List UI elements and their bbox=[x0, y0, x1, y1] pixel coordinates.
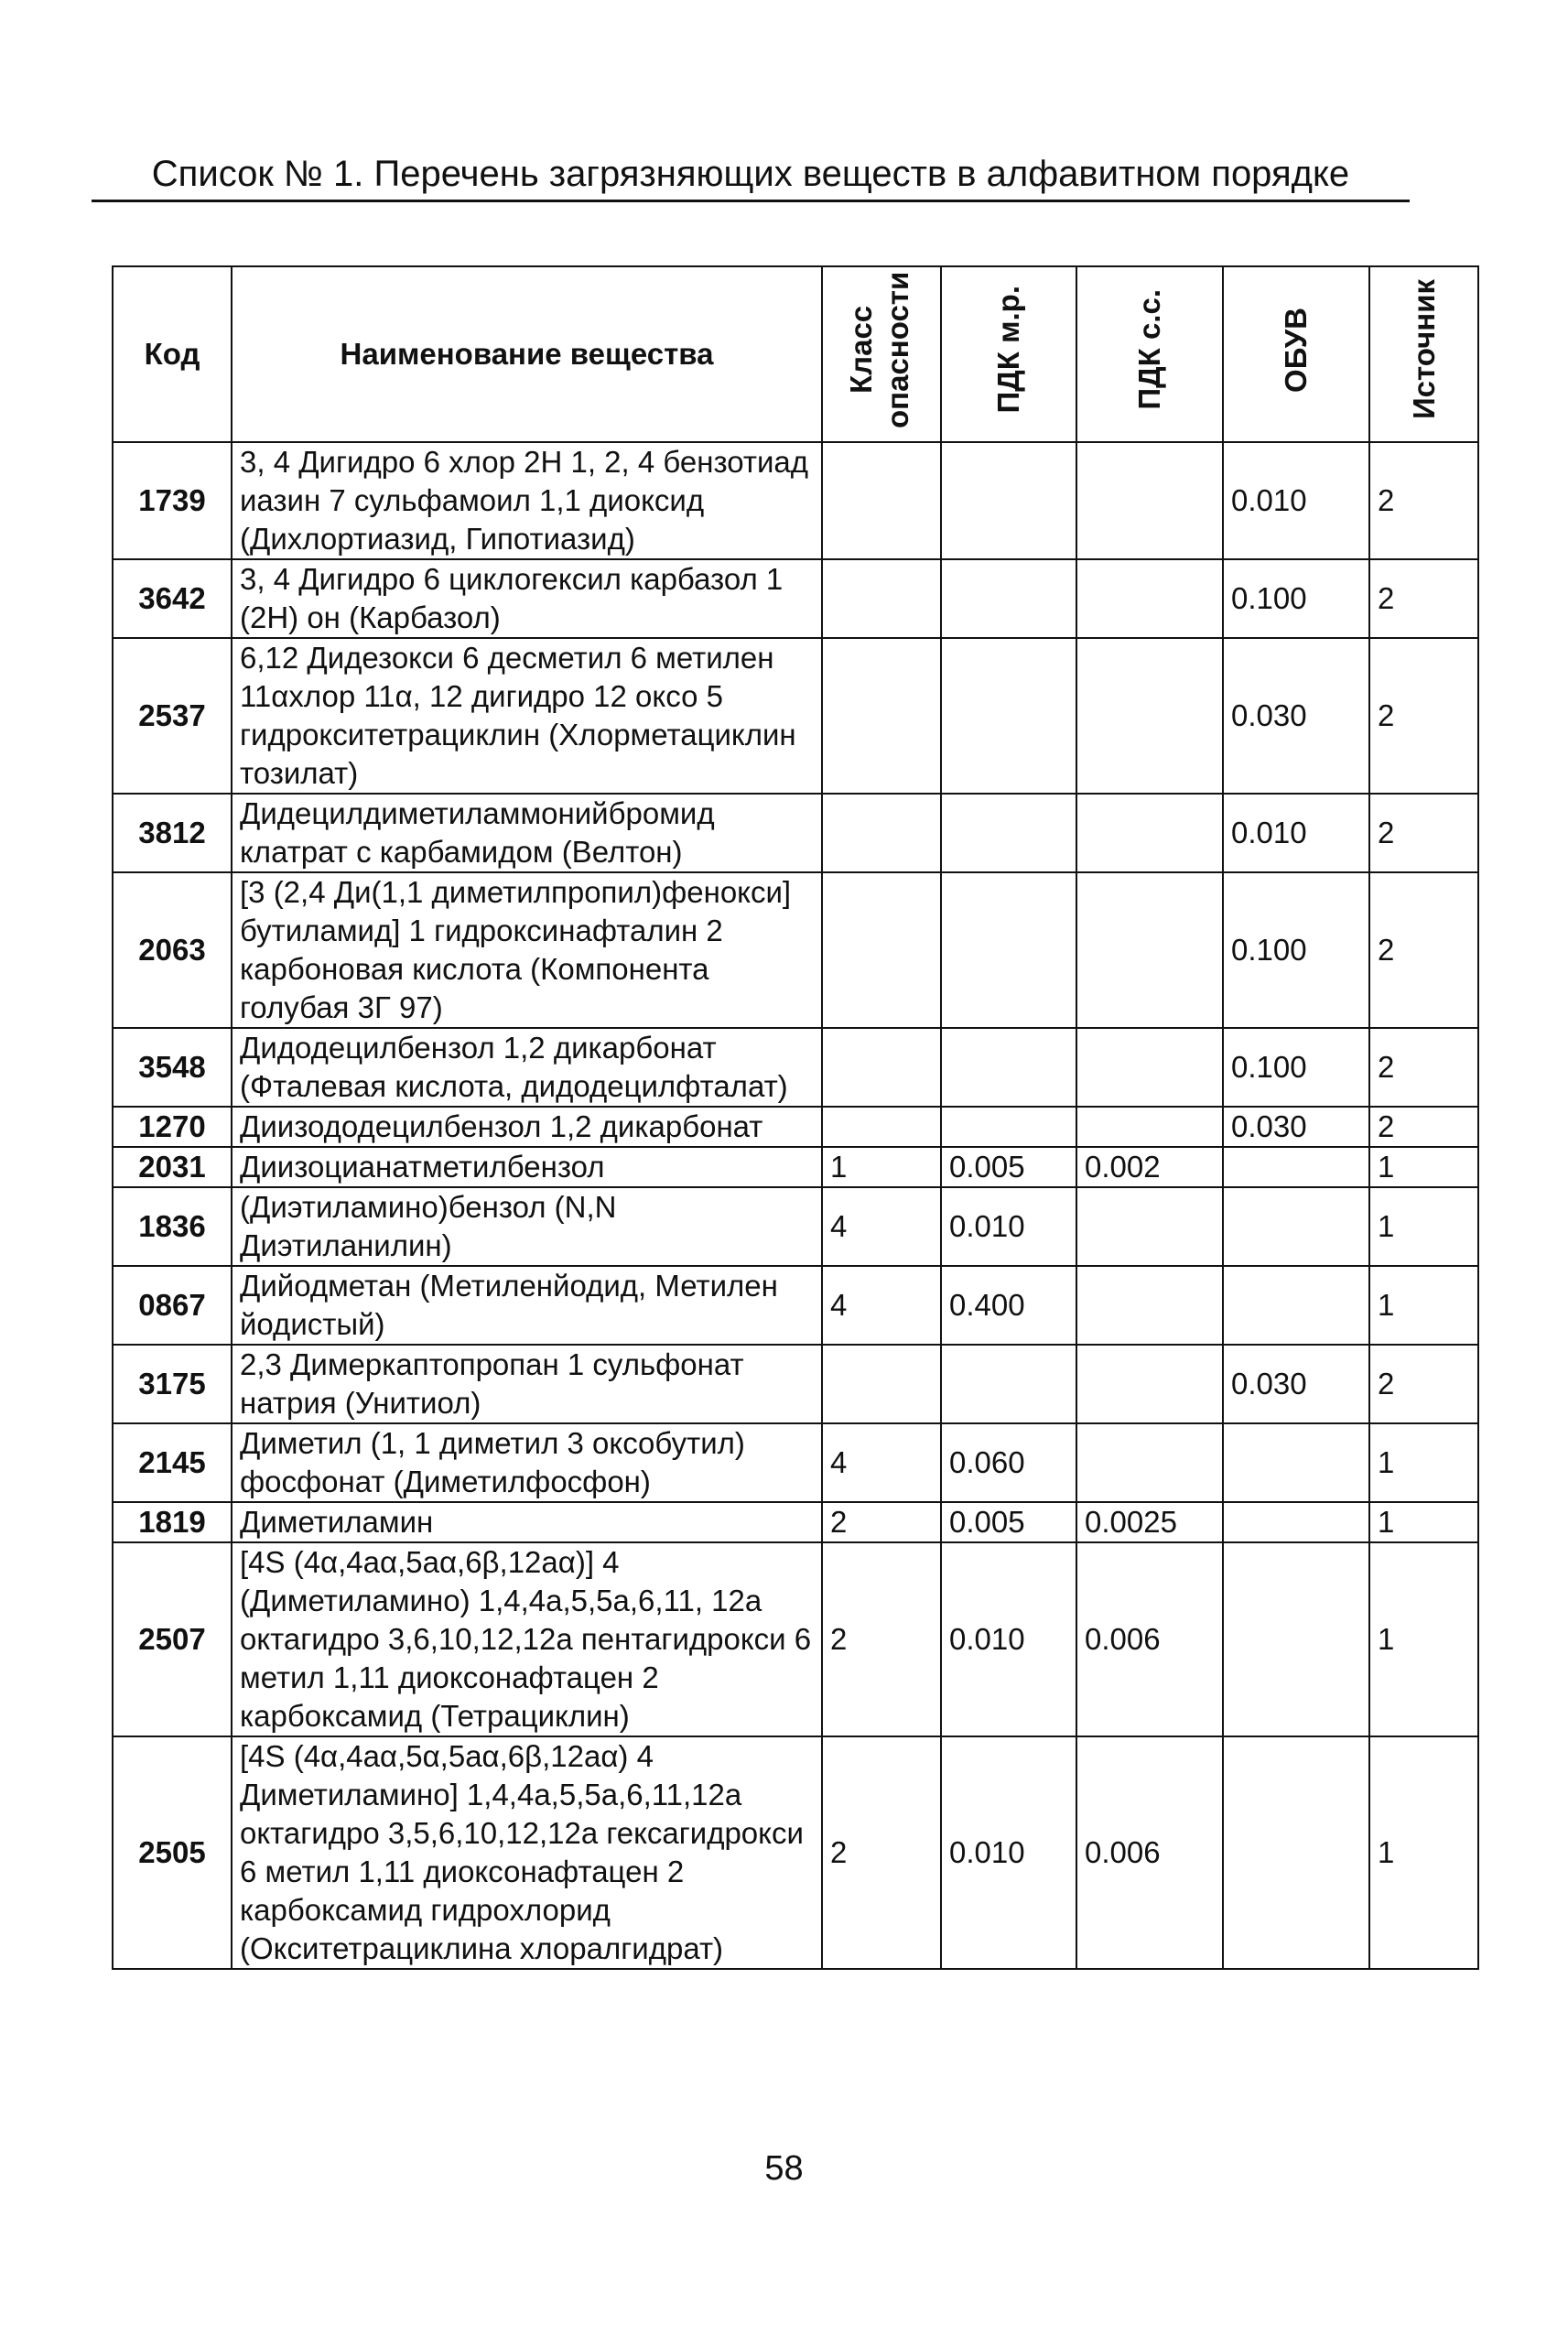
cell-name: [4S (4α,4aα,5α,5aα,6β,12aα) 4 Диметиламино] 1,4,4a,5,5a,6,11,12a октагидро 3,5,6,10,12,12a гексагидрокси 6 метил 1,11 диоксонафтацен 2 карбоксамид гидрохлорид (Окситетрациклина хлоралгидрат) bbox=[232, 1736, 822, 1969]
table-row bbox=[113, 1187, 1478, 1266]
cell-hazard-class bbox=[822, 559, 941, 638]
cell-source: 2 bbox=[1369, 1028, 1478, 1107]
column-header-pdk-mr: ПДК м.р. bbox=[941, 266, 1076, 442]
table-row bbox=[113, 1345, 1478, 1423]
cell-pdk-mr bbox=[941, 1107, 1076, 1147]
table-row bbox=[113, 794, 1478, 872]
cell-code: 1739 bbox=[113, 442, 232, 559]
table-row bbox=[113, 1502, 1478, 1542]
cell-code: 1270 bbox=[113, 1107, 232, 1147]
cell-obuv bbox=[1223, 1147, 1369, 1187]
cell-source: 1 bbox=[1369, 1147, 1478, 1187]
table-row bbox=[113, 442, 1478, 559]
cell-source: 1 bbox=[1369, 1736, 1478, 1969]
cell-obuv bbox=[1223, 1266, 1369, 1345]
cell-pdk-ss bbox=[1076, 638, 1223, 794]
cell-pdk-mr: 0.010 bbox=[941, 1187, 1076, 1266]
cell-hazard-class: 4 bbox=[822, 1187, 941, 1266]
table-row bbox=[113, 638, 1478, 794]
cell-pdk-ss: 0.0025 bbox=[1076, 1502, 1223, 1542]
page-title: Список № 1. Перечень загрязняющих веществ в алфавитном порядке bbox=[151, 154, 1350, 194]
column-header-obuv: ОБУВ bbox=[1223, 266, 1369, 442]
cell-name: Диизоцианатметилбензол bbox=[232, 1147, 822, 1187]
cell-obuv: 0.010 bbox=[1223, 794, 1369, 872]
cell-obuv: 0.030 bbox=[1223, 1107, 1369, 1147]
cell-code: 1819 bbox=[113, 1502, 232, 1542]
cell-pdk-mr bbox=[941, 872, 1076, 1028]
substances-table bbox=[112, 265, 1479, 1970]
cell-pdk-ss bbox=[1076, 1423, 1223, 1502]
table-row bbox=[113, 1423, 1478, 1502]
cell-pdk-ss: 0.006 bbox=[1076, 1736, 1223, 1969]
cell-pdk-ss bbox=[1076, 1028, 1223, 1107]
table-row bbox=[113, 1736, 1478, 1969]
cell-code: 3812 bbox=[113, 794, 232, 872]
cell-source: 2 bbox=[1369, 1107, 1478, 1147]
cell-pdk-mr: 0.010 bbox=[941, 1736, 1076, 1969]
cell-pdk-mr bbox=[941, 559, 1076, 638]
cell-pdk-ss bbox=[1076, 559, 1223, 638]
column-header-hazard-class: Класс опасности bbox=[822, 266, 941, 442]
column-header-code: Код bbox=[113, 266, 232, 442]
cell-code: 2145 bbox=[113, 1423, 232, 1502]
cell-obuv: 0.100 bbox=[1223, 559, 1369, 638]
table-row bbox=[113, 1147, 1478, 1187]
cell-pdk-mr: 0.010 bbox=[941, 1542, 1076, 1736]
table-row bbox=[113, 559, 1478, 638]
cell-name: 6,12 Дидезокси 6 десметил 6 метилен 11αхлор 11α, 12 дигидро 12 оксо 5 гидрокситетрациклин (Хлорметациклин тозилат) bbox=[232, 638, 822, 794]
cell-obuv: 0.030 bbox=[1223, 638, 1369, 794]
cell-pdk-ss bbox=[1076, 1187, 1223, 1266]
cell-name: Дийодметан (Метиленйодид, Метилен йодистый) bbox=[232, 1266, 822, 1345]
cell-name: Диметил (1, 1 диметил 3 оксобутил) фосфонат (Диметилфосфон) bbox=[232, 1423, 822, 1502]
cell-code: 0867 bbox=[113, 1266, 232, 1345]
cell-pdk-mr bbox=[941, 1345, 1076, 1423]
cell-pdk-mr bbox=[941, 794, 1076, 872]
cell-source: 2 bbox=[1369, 559, 1478, 638]
cell-obuv: 0.100 bbox=[1223, 872, 1369, 1028]
cell-pdk-mr: 0.005 bbox=[941, 1502, 1076, 1542]
cell-obuv bbox=[1223, 1502, 1369, 1542]
cell-source: 1 bbox=[1369, 1502, 1478, 1542]
cell-name: Диизододецилбензол 1,2 дикарбонат bbox=[232, 1107, 822, 1147]
table-row bbox=[113, 872, 1478, 1028]
cell-code: 2507 bbox=[113, 1542, 232, 1736]
cell-pdk-ss: 0.002 bbox=[1076, 1147, 1223, 1187]
table-row bbox=[113, 1107, 1478, 1147]
table-row bbox=[113, 1266, 1478, 1345]
title-divider bbox=[92, 200, 1410, 202]
table-header-row bbox=[113, 266, 1478, 442]
cell-name: (Диэтиламино)бензол (N,N Диэтиланилин) bbox=[232, 1187, 822, 1266]
cell-name: Дидодецилбензол 1,2 дикарбонат (Фталевая кислота, дидодецилфталат) bbox=[232, 1028, 822, 1107]
cell-obuv bbox=[1223, 1736, 1369, 1969]
cell-hazard-class: 2 bbox=[822, 1542, 941, 1736]
cell-pdk-mr bbox=[941, 1028, 1076, 1107]
cell-source: 2 bbox=[1369, 1345, 1478, 1423]
cell-name: [4S (4α,4aα,5aα,6β,12aα)] 4 (Диметиламино) 1,4,4a,5,5a,6,11, 12a октагидро 3,6,10,12,12a пентагидрокси 6 метил 1,11 диоксонафтацен 2 карбоксамид (Тетрациклин) bbox=[232, 1542, 822, 1736]
cell-name: Дидецилдиметиламмонийбромид клатрат с карбамидом (Велтон) bbox=[232, 794, 822, 872]
cell-name: 3, 4 Дигидро 6 циклогексил карбазол 1 (2H) он (Карбазол) bbox=[232, 559, 822, 638]
cell-hazard-class bbox=[822, 1107, 941, 1147]
cell-pdk-ss bbox=[1076, 442, 1223, 559]
column-header-pdk-ss: ПДК с.с. bbox=[1076, 266, 1223, 442]
cell-name: 3, 4 Дигидро 6 хлор 2H 1, 2, 4 бензотиад иазин 7 сульфамоил 1,1 диоксид (Дихлортиазид, Гипотиазид) bbox=[232, 442, 822, 559]
cell-obuv: 0.100 bbox=[1223, 1028, 1369, 1107]
cell-source: 2 bbox=[1369, 442, 1478, 559]
cell-obuv bbox=[1223, 1542, 1369, 1736]
cell-name: [3 (2,4 Ди(1,1 диметилпропил)фенокси] бутиламид] 1 гидроксинафталин 2 карбоновая кислота (Компонента голубая 3Г 97) bbox=[232, 872, 822, 1028]
cell-pdk-ss bbox=[1076, 1107, 1223, 1147]
cell-pdk-mr: 0.060 bbox=[941, 1423, 1076, 1502]
cell-name: 2,3 Димеркаптопропан 1 сульфонат натрия (Унитиол) bbox=[232, 1345, 822, 1423]
cell-hazard-class: 4 bbox=[822, 1423, 941, 1502]
cell-obuv: 0.030 bbox=[1223, 1345, 1369, 1423]
cell-hazard-class: 2 bbox=[822, 1736, 941, 1969]
cell-code: 3175 bbox=[113, 1345, 232, 1423]
cell-source: 1 bbox=[1369, 1542, 1478, 1736]
cell-hazard-class bbox=[822, 1028, 941, 1107]
cell-code: 3548 bbox=[113, 1028, 232, 1107]
cell-pdk-mr bbox=[941, 638, 1076, 794]
cell-hazard-class bbox=[822, 794, 941, 872]
cell-pdk-mr bbox=[941, 442, 1076, 559]
cell-code: 2031 bbox=[113, 1147, 232, 1187]
cell-hazard-class bbox=[822, 638, 941, 794]
cell-hazard-class bbox=[822, 872, 941, 1028]
cell-obuv bbox=[1223, 1423, 1369, 1502]
cell-source: 2 bbox=[1369, 638, 1478, 794]
cell-code: 1836 bbox=[113, 1187, 232, 1266]
cell-hazard-class: 2 bbox=[822, 1502, 941, 1542]
cell-source: 1 bbox=[1369, 1266, 1478, 1345]
table-row bbox=[113, 1542, 1478, 1736]
cell-pdk-ss bbox=[1076, 1266, 1223, 1345]
page-number: 58 bbox=[764, 2149, 804, 2188]
cell-hazard-class: 1 bbox=[822, 1147, 941, 1187]
cell-source: 2 bbox=[1369, 872, 1478, 1028]
cell-pdk-mr: 0.005 bbox=[941, 1147, 1076, 1187]
cell-name: Диметиламин bbox=[232, 1502, 822, 1542]
cell-source: 1 bbox=[1369, 1423, 1478, 1502]
cell-source: 1 bbox=[1369, 1187, 1478, 1266]
cell-pdk-ss bbox=[1076, 872, 1223, 1028]
cell-pdk-ss bbox=[1076, 1345, 1223, 1423]
column-header-name: Наименование вещества bbox=[232, 266, 822, 442]
cell-code: 2063 bbox=[113, 872, 232, 1028]
cell-pdk-mr: 0.400 bbox=[941, 1266, 1076, 1345]
cell-hazard-class bbox=[822, 442, 941, 559]
cell-code: 2505 bbox=[113, 1736, 232, 1969]
cell-obuv: 0.010 bbox=[1223, 442, 1369, 559]
cell-hazard-class: 4 bbox=[822, 1266, 941, 1345]
cell-code: 2537 bbox=[113, 638, 232, 794]
cell-pdk-ss bbox=[1076, 794, 1223, 872]
cell-pdk-ss: 0.006 bbox=[1076, 1542, 1223, 1736]
cell-source: 2 bbox=[1369, 794, 1478, 872]
table-row bbox=[113, 1028, 1478, 1107]
cell-hazard-class bbox=[822, 1345, 941, 1423]
cell-code: 3642 bbox=[113, 559, 232, 638]
column-header-source: Источник bbox=[1369, 266, 1478, 442]
cell-obuv bbox=[1223, 1187, 1369, 1266]
